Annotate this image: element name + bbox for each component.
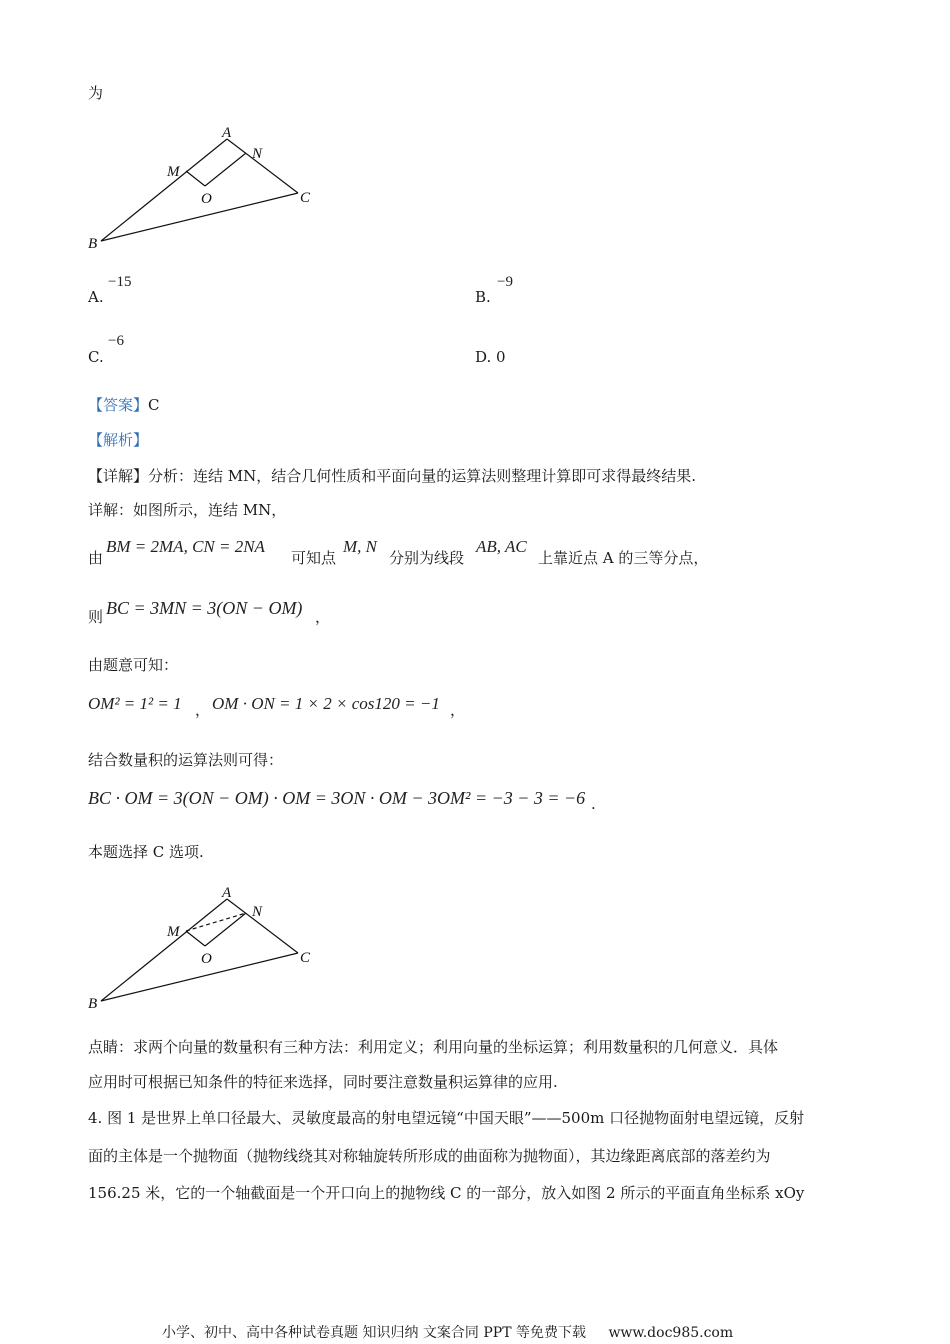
label-O: O [201, 191, 212, 207]
comment-line-1: 点睛：求两个向量的数量积有三种方法：利用定义；利用向量的坐标运算；利用数量积的几何意义．具体 [88, 1038, 779, 1056]
triangle-figure-1 [85, 120, 325, 255]
answer-value: C [148, 396, 160, 414]
detail-line [88, 466, 696, 486]
detail-tag: 【详解】 [88, 467, 149, 485]
step1-prefix: 由 [88, 549, 104, 567]
step1-mid2: 分别为线段 [389, 549, 465, 567]
q4-line-3: 156.25 米，它的一个轴截面是一个开口向上的抛物线 C 的一部分，放入如图 2 所示的平面直角坐标系 xOy [88, 1184, 805, 1202]
analysis-tag: 【解析】 [88, 431, 149, 449]
label-B: B [88, 236, 98, 252]
solution-intro: 详解：如图所示，连结 MN， [88, 501, 287, 519]
label-M: M [167, 164, 180, 180]
label-N: N [252, 904, 263, 920]
answer-tag: 【答案】 [88, 396, 149, 414]
label-N: N [252, 146, 263, 162]
label-M: M [167, 924, 180, 940]
q4-line-2: 面的主体是一个抛物面（抛物线绕其对称轴旋转所形成的曲面称为抛物面），其边缘距离底部的落差约为 [88, 1147, 771, 1165]
answer-line [88, 395, 160, 415]
segment-MO [186, 931, 205, 946]
step1-suffix: 上靠近点 A 的三等分点， [538, 549, 709, 567]
segment-ON [205, 153, 246, 186]
step5: 结合数量积的运算法则可得： [88, 751, 284, 769]
option-b-label: B. [475, 288, 491, 306]
step1-math2: M, N [343, 537, 377, 556]
option-a-label: A. [88, 288, 104, 306]
step2-math: BC = 3MN = 3(ON − OM) [106, 598, 303, 618]
conclusion: 本题选择 C 选项. [88, 843, 204, 861]
footer-text [162, 1323, 733, 1343]
detail-text: 分析：连结 MN，结合几何性质和平面向量的运算法则整理计算即可求得最终结果. [148, 467, 697, 485]
comment-line-2: 应用时可根据已知条件的特征来选择，同时要注意数量积运算律的应用. [88, 1073, 558, 1091]
step4-math1: OM² = 1² = 1 [88, 694, 182, 713]
footer-caption: 小学、初中、高中各种试卷真题 知识归纳 文案合同 PPT 等免费下载 [162, 1325, 586, 1341]
option-a-value: −15 [108, 274, 132, 290]
continuation-text: 为 [88, 84, 104, 102]
option-b-value: −9 [497, 274, 513, 290]
step6-suffix: . [591, 795, 596, 813]
q4-line-1: 4. 图 1 是世界上单口径最大、灵敏度最高的射电望远镜“中国天眼”——500m 口径抛物面射电望远镜，反射 [88, 1109, 805, 1127]
segment-AC [227, 139, 298, 193]
option-d: D. 0 [475, 348, 506, 366]
label-B: B [88, 996, 98, 1012]
label-C: C [300, 190, 311, 206]
option-c-value: −6 [108, 333, 124, 349]
label-C: C [300, 950, 311, 966]
step1-mid: 可知点 [291, 549, 337, 567]
step1-math1: BM = 2MA, CN = 2NA [106, 537, 265, 556]
option-c-label: C. [88, 348, 104, 366]
segment-MO [186, 171, 205, 186]
footer-url[interactable]: www.doc985.com [608, 1325, 734, 1341]
segment-MN-dashed [186, 913, 246, 931]
segment-AC [227, 899, 298, 953]
label-O: O [201, 951, 212, 967]
segment-ON [205, 913, 246, 946]
step6-math: BC · OM = 3(ON − OM) · OM = 3ON · OM − 3OM² = −3 − 3 = −6 [88, 788, 586, 808]
step1-math3: AB, AC [476, 537, 527, 556]
label-A: A [222, 125, 232, 141]
step4-suffix: ， [450, 701, 466, 719]
step4-math2: OM · ON = 1 × 2 × cos120 = −1 [212, 694, 440, 713]
label-A: A [222, 885, 232, 901]
triangle-figure-2 [85, 880, 325, 1015]
step2-prefix: 则 [88, 608, 104, 626]
step2-suffix: ， [315, 608, 331, 626]
step4-sep: ， [195, 701, 211, 719]
step3: 由题意可知： [88, 656, 179, 674]
